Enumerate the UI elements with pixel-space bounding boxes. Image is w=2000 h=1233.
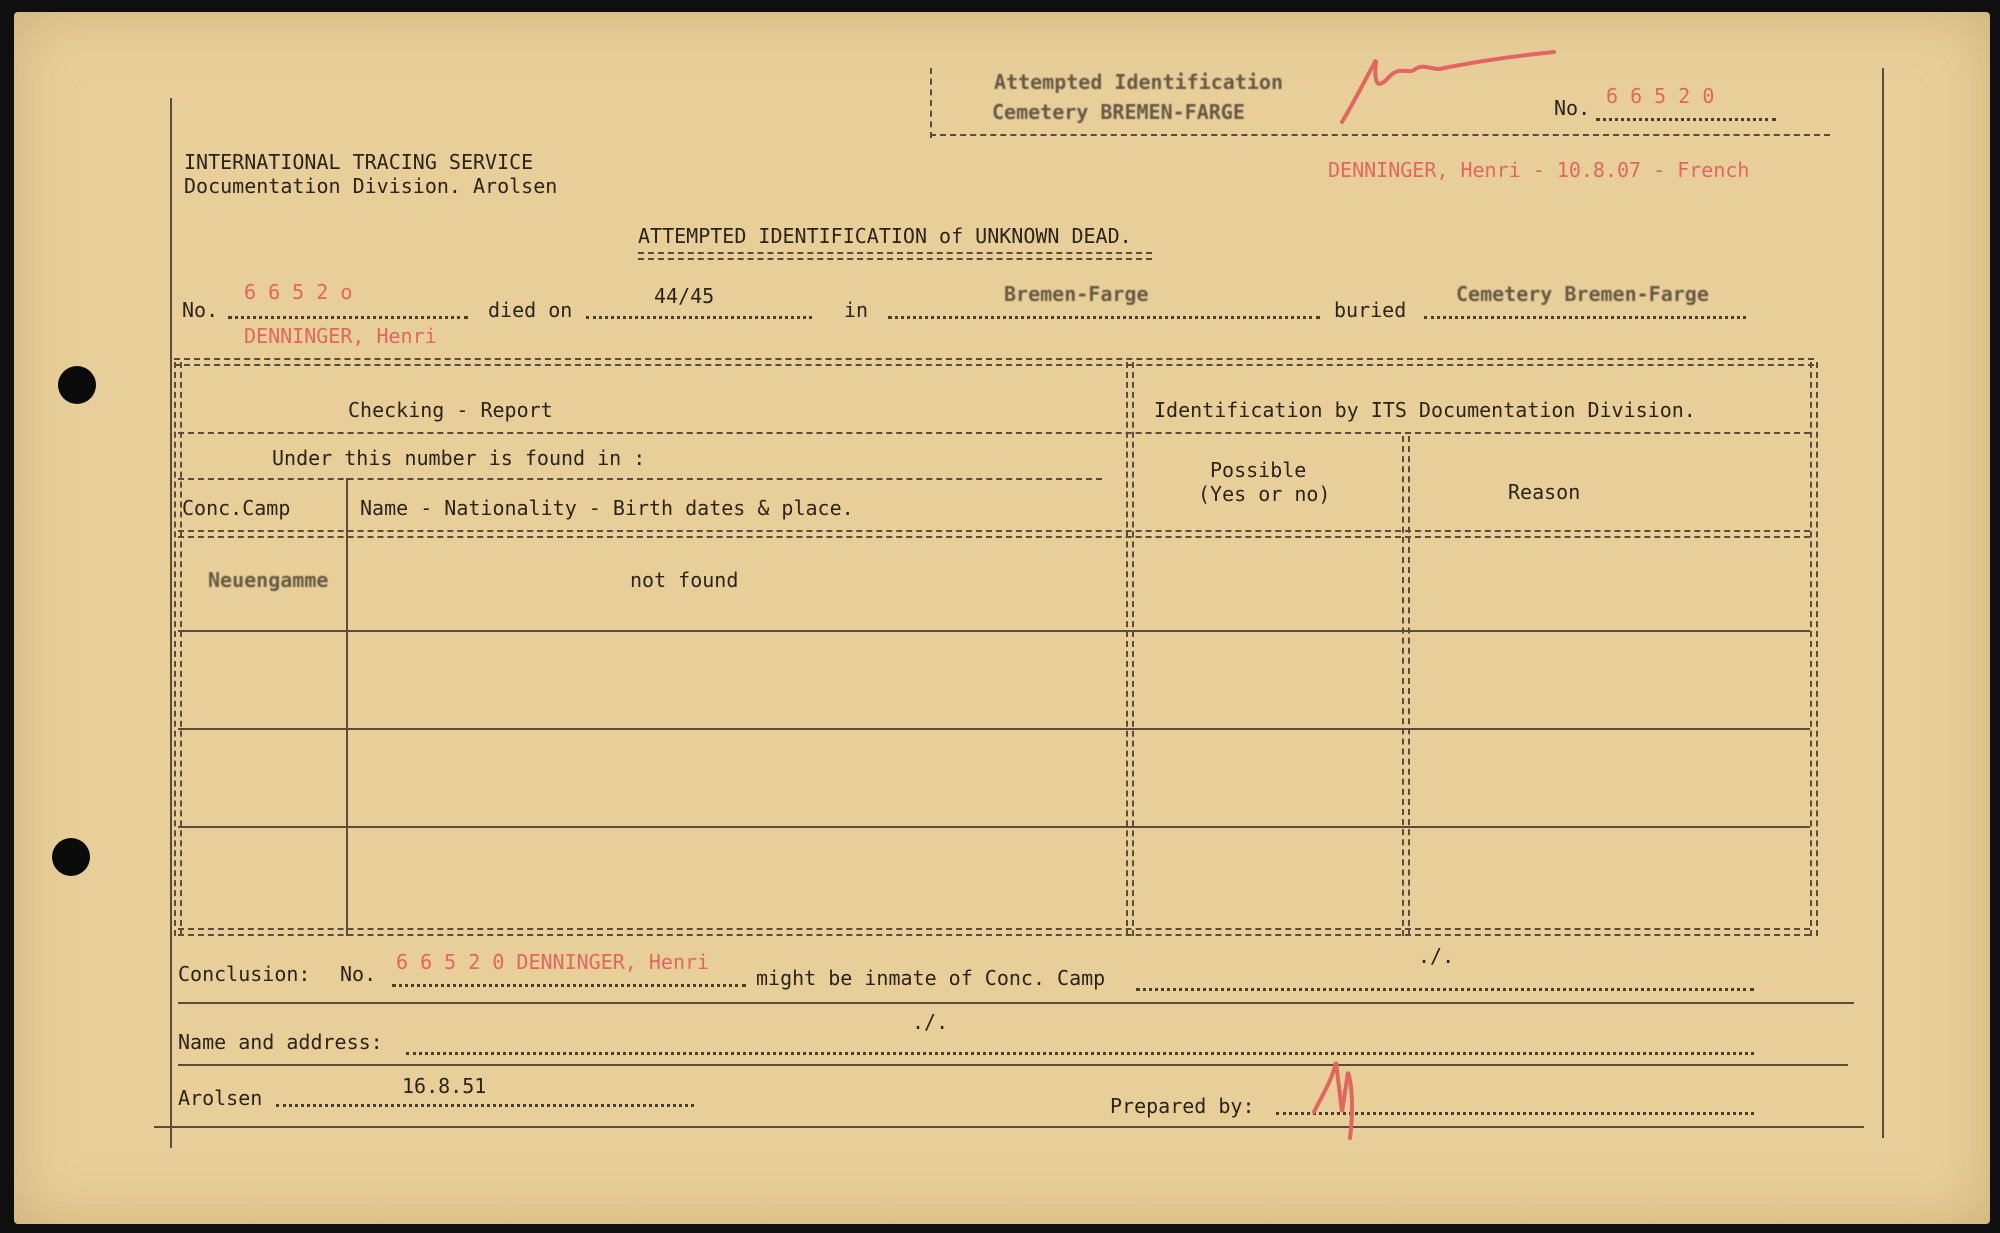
name-address-value: ./. bbox=[912, 1010, 949, 1034]
under-number-text: Under this number is found in : bbox=[272, 446, 646, 470]
col-possible-header-2: (Yes or no) bbox=[1198, 482, 1331, 506]
conclusion-camp-value: ./. bbox=[1418, 944, 1455, 968]
identification-header: Identification by ITS Documentation Division. bbox=[1154, 398, 1696, 422]
place-label: Arolsen bbox=[178, 1086, 263, 1110]
prepared-by-label: Prepared by: bbox=[1110, 1094, 1255, 1118]
issuer-line-2: Documentation Division. Arolsen bbox=[184, 174, 558, 198]
card-number-value: 6 6 5 2 0 bbox=[1606, 84, 1715, 108]
card-number-label: No. bbox=[1554, 96, 1591, 120]
col-name-header: Name - Nationality - Birth dates & place. bbox=[360, 496, 854, 520]
stamp-line-2: Cemetery BREMEN-FARGE bbox=[992, 100, 1245, 124]
record-no-label: No. bbox=[182, 298, 219, 322]
died-on-value: 44/45 bbox=[654, 284, 715, 308]
buried-label: buried bbox=[1334, 298, 1407, 322]
name-address-label: Name and address: bbox=[178, 1030, 383, 1054]
conclusion-value: 6 6 5 2 0 DENNINGER, Henri bbox=[396, 950, 710, 974]
died-on-label: died on bbox=[488, 298, 573, 322]
handwriting-overlay bbox=[14, 12, 1990, 1224]
in-label: in bbox=[844, 298, 869, 322]
conclusion-no-label: No. bbox=[340, 962, 377, 986]
subject-line: DENNINGER, Henri - 10.8.07 - French bbox=[1328, 158, 1750, 182]
signature-initial bbox=[1314, 1062, 1352, 1138]
record-name: DENNINGER, Henri bbox=[244, 324, 437, 348]
col-camp-header: Conc.Camp bbox=[182, 496, 291, 520]
col-possible-header-1: Possible bbox=[1210, 458, 1307, 482]
row-1-camp: Neuengamme bbox=[208, 568, 329, 592]
in-value: Bremen-Farge bbox=[1004, 282, 1149, 306]
checking-report-header: Checking - Report bbox=[348, 398, 553, 422]
row-1-name: not found bbox=[630, 568, 739, 592]
buried-value: Cemetery Bremen-Farge bbox=[1456, 282, 1709, 306]
issuer-line-1: INTERNATIONAL TRACING SERVICE bbox=[184, 150, 534, 174]
record-card bbox=[14, 12, 1990, 1224]
form-title: ATTEMPTED IDENTIFICATION of UNKNOWN DEAD. bbox=[638, 224, 1132, 248]
conclusion-middle-text: might be inmate of Conc. Camp bbox=[756, 966, 1106, 990]
conclusion-label: Conclusion: bbox=[178, 962, 311, 986]
top-red-scribble bbox=[1342, 52, 1554, 122]
stamp-line-1: Attempted Identification bbox=[994, 70, 1283, 94]
col-reason-header: Reason bbox=[1508, 480, 1581, 504]
record-no-value: 6 6 5 2 o bbox=[244, 280, 353, 304]
date-value: 16.8.51 bbox=[402, 1074, 487, 1098]
